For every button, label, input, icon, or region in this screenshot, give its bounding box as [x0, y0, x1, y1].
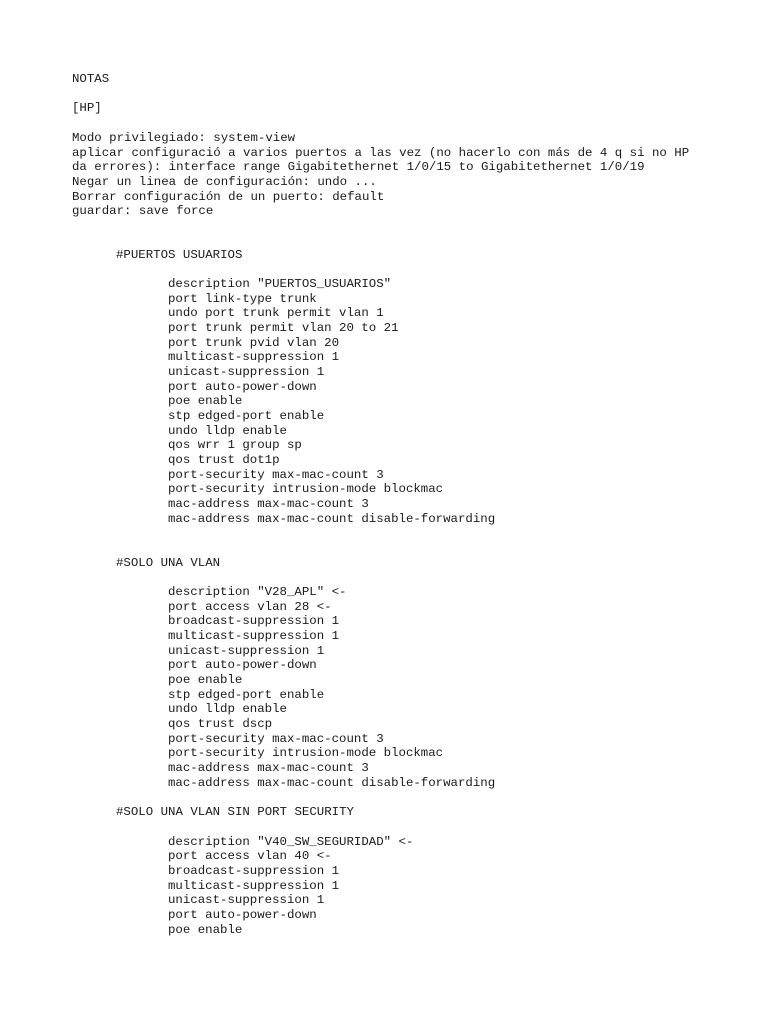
config-line: mac-address max-mac-count disable-forwarding	[168, 776, 496, 790]
config-line: description "PUERTOS_USUARIOS"	[168, 277, 392, 291]
config-line: mac-address max-mac-count disable-forwarding	[168, 512, 496, 526]
config-line: description "V28_APL" <-	[168, 585, 347, 599]
intro-line: aplicar configuració a varios puertos a las vez (no hacerlo con más de 4 q si no HP	[72, 146, 690, 160]
config-line: undo lldp enable	[168, 702, 287, 716]
config-line: qos trust dscp	[168, 717, 273, 731]
config-line: port trunk pvid vlan 20	[168, 336, 340, 350]
config-line: poe enable	[168, 673, 243, 687]
intro-line: guardar: save force	[72, 204, 214, 218]
config-line: port auto-power-down	[168, 380, 317, 394]
intro-line: Modo privilegiado: system-view	[72, 131, 296, 145]
config-line: multicast-suppression 1	[168, 629, 340, 643]
page-title: NOTAS	[72, 72, 110, 86]
config-line: undo lldp enable	[168, 424, 287, 438]
intro-line: Borrar configuración de un puerto: default	[72, 190, 385, 204]
config-line: multicast-suppression 1	[168, 350, 340, 364]
config-line: port-security intrusion-mode blockmac	[168, 746, 444, 760]
config-line: port-security max-mac-count 3	[168, 732, 384, 746]
config-line: port-security intrusion-mode blockmac	[168, 482, 444, 496]
config-line: mac-address max-mac-count 3	[168, 761, 369, 775]
config-line: broadcast-suppression 1	[168, 614, 340, 628]
config-line: port access vlan 40 <-	[168, 849, 332, 863]
config-line: unicast-suppression 1	[168, 644, 325, 658]
config-line: port link-type trunk	[168, 292, 317, 306]
config-line: qos wrr 1 group sp	[168, 438, 302, 452]
vendor-tag: [HP]	[72, 101, 102, 115]
config-line: stp edged-port enable	[168, 409, 325, 423]
config-line: stp edged-port enable	[168, 688, 325, 702]
config-line: unicast-suppression 1	[168, 365, 325, 379]
section-heading: #SOLO UNA VLAN	[116, 556, 221, 570]
intro-line: da errores): interface range Gigabitethernet 1/0/15 to Gigabitethernet 1/0/19	[72, 160, 645, 174]
config-line: port trunk permit vlan 20 to 21	[168, 321, 399, 335]
section-heading: #SOLO UNA VLAN SIN PORT SECURITY	[116, 805, 354, 819]
config-line: port access vlan 28 <-	[168, 600, 332, 614]
config-line: port auto-power-down	[168, 658, 317, 672]
section-heading: #PUERTOS USUARIOS	[116, 248, 243, 262]
intro-line: Negar un linea de configuración: undo ...	[72, 175, 377, 189]
config-line: poe enable	[168, 923, 243, 937]
config-line: mac-address max-mac-count 3	[168, 497, 369, 511]
config-line: broadcast-suppression 1	[168, 864, 340, 878]
config-line: port-security max-mac-count 3	[168, 468, 384, 482]
config-line: port auto-power-down	[168, 908, 317, 922]
config-line: poe enable	[168, 394, 243, 408]
config-line: qos trust dot1p	[168, 453, 280, 467]
config-line: unicast-suppression 1	[168, 893, 325, 907]
config-line: undo port trunk permit vlan 1	[168, 306, 384, 320]
config-line: multicast-suppression 1	[168, 879, 340, 893]
config-line: description "V40_SW_SEGURIDAD" <-	[168, 835, 414, 849]
